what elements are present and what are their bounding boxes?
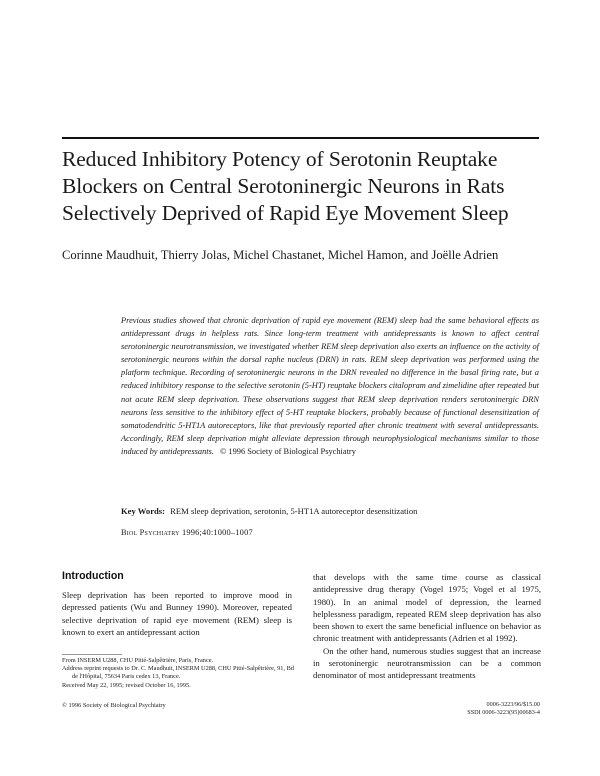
- footnote-address: Address reprint requests to Dr. C. Maudhuit, INSERM U288, CHU Pitié-Salpêtrière, 91, Bd de l'Hôpital, 75634 Paris cedex 13, France.: [62, 665, 294, 681]
- footnote-affiliation: From INSERM U288, CHU Pitié-Salpêtrière, Paris, France.: [62, 657, 214, 664]
- introduction-heading: Introduction: [62, 570, 124, 582]
- footer-identifiers: [400, 701, 540, 717]
- footer-issn: 0006-3223/96/$15.00: [486, 701, 540, 708]
- citation-journal: Biol Psychiatry: [121, 528, 180, 537]
- keywords: [121, 505, 541, 517]
- abstract-text: Previous studies showed that chronic deprivation of rapid eye movement (REM) sleep had the same behavioral effects as antidepressant drugs in helpless rats. Since long-term treatment with antidepressants is known to affect central serotoninergic neurotransmission, we investigated whether REM sleep deprivation also exerts an influence on the activity of serotoninergic neurons within the dorsal raphe nucleus (DRN) in rats. REM sleep deprivation was performed using the platform technique. Recording of serotoninergic neurons in the DRN revealed no difference in the basal firing rate, but a reduced inhibitory response to the selective serotonin (5-HT) reuptake blockers citalopram and zimelidine after repeated but not acute REM sleep deprivation. These observations suggest that REM sleep deprivation renders serotoninergic DRN neurons less sensitive to the inhibitory effect of 5-HT reuptake blockers, probably because of functional desensitization of somatodendritic 5-HT1A autoreceptors, like that previously reported after chronic treatment with several antidepressants. Accordingly, REM sleep deprivation might alleviate depression through neurophysiological mechanisms similar to those induced by antidepressants.: [121, 316, 539, 456]
- keywords-text: REM sleep deprivation, serotonin, 5-HT1A autoreceptor desensitization: [170, 506, 418, 516]
- right-column: [313, 571, 541, 682]
- left-column: [62, 570, 292, 638]
- footer-copyright: © 1996 Society of Biological Psychiatry: [62, 702, 166, 709]
- title-rule: [62, 137, 539, 139]
- author-list: Corinne Maudhuit, Thierry Jolas, Michel Chastanet, Michel Hamon, and Joëlle Adrien: [62, 248, 499, 262]
- introduction-paragraph-left: Sleep deprivation has been reported to improve mood in depressed patients (Wu and Bunney 1990). Moreover, repeated selective deprivation of rapid eye movement (REM) sleep is known to exert an antidepressant action: [62, 590, 292, 637]
- abstract: [121, 314, 539, 458]
- footnote-separator: [62, 654, 122, 655]
- footer-ssdi: SSDI 0006-3223(95)00683-4: [467, 708, 540, 716]
- journal-citation: [121, 527, 541, 539]
- introduction-paragraph-right-1: that develops with the same time course as classical antidepressive drug therapy (Vogel 1975; Vogel et al 1975, 1980). In an animal model of depression, the learned helplessness paradigm, repeated REM sleep deprivation has also been shown to exert the same beneficial influence on behavior as chronic treatment with antidepressants (Adrien et al 1992).: [313, 572, 541, 644]
- citation-details: 1996;40:1000–1007: [179, 528, 253, 537]
- introduction-paragraph-right-2: On the other hand, numerous studies suggest that an increase in serotoninergic neurotransmission can be a common denominator of most antidepressant treatments: [313, 645, 541, 681]
- footnote-received: Received May 22, 1995; revised October 16, 1995.: [62, 681, 191, 689]
- article-title: Reduced Inhibitory Potency of Serotonin Reuptake Blockers on Central Serotoninergic Neurons in Rats Selectively Deprived of Rapid Eye Movement Sleep: [62, 147, 509, 225]
- abstract-copyright: © 1996 Society of Biological Psychiatry: [219, 446, 356, 456]
- footnotes: [62, 657, 294, 690]
- keywords-label: Key Words:: [121, 506, 166, 516]
